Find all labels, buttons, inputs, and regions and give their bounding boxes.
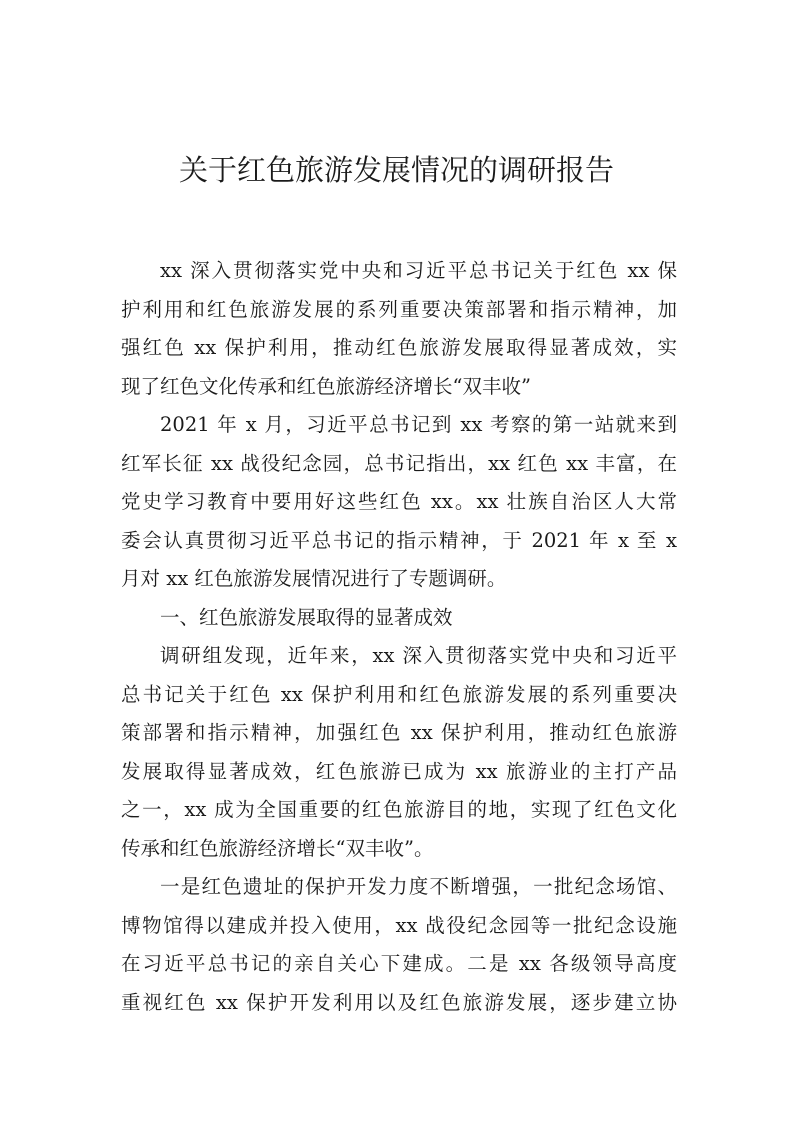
paragraph-3-line: 发展取得显著成效，红色旅游已成为 xx 旅游业的主打产品	[121, 759, 677, 783]
paragraph-1-line: 强红色 xx 保护利用，推动红色旅游发展取得显著成效，实	[121, 336, 677, 359]
paragraph-1-line: 护利用和红色旅游发展的系列重要决策部署和指示精神，加	[121, 297, 677, 321]
paragraph-2-line: 红军长征 xx 战役纪念园，总书记指出，xx 红色 xx 丰富，在	[121, 451, 677, 475]
paragraph-2-line: 委会认真贯彻习近平总书记的指示精神，于 2021 年 x 至 x	[121, 528, 677, 552]
paragraph-4-line: 博物馆得以建成并投入使用，xx 战役纪念园等一批纪念设施	[121, 913, 677, 937]
paragraph-2-line: 月对 xx 红色旅游发展情况进行了专题调研。	[121, 567, 507, 590]
paragraph-3-line: 传承和红色旅游经济增长“双丰收”。	[121, 836, 434, 860]
paragraph-3-line: 之一，xx 成为全国重要的红色旅游目的地，实现了红色文化	[121, 798, 677, 821]
document-body	[121, 252, 677, 1022]
paragraph-3-line: 策部署和指示精神，加强红色 xx 保护利用，推动红色旅游	[121, 721, 677, 744]
paragraph-3-line: 总书记关于红色 xx 保护利用和红色旅游发展的系列重要决	[121, 682, 677, 706]
document-title: 关于红色旅游发展情况的调研报告	[178, 153, 614, 187]
paragraph-4-line: 重视红色 xx 保护开发利用以及红色旅游发展，逐步建立协	[121, 990, 677, 1014]
paragraph-4-line: 一是红色遗址的保护开发力度不断增强，一批纪念场馆、	[160, 875, 677, 898]
paragraph-2-line: 党史学习教育中要用好这些红色 xx。xx 壮族自治区人大常	[121, 490, 677, 513]
paragraph-1-line: xx 深入贯彻落实党中央和习近平总书记关于红色 xx 保	[160, 259, 677, 282]
paragraph-2-line: 2021 年 x 月，习近平总书记到 xx 考察的第一站就来到	[160, 413, 677, 436]
section-heading: 一、红色旅游发展取得的显著成效	[160, 605, 453, 629]
paragraph-4-line: 在习近平总书记的亲自关心下建成。二是 xx 各级领导高度	[121, 952, 677, 975]
paragraph-3-line: 调研组发现，近年来，xx 深入贯彻落实党中央和习近平	[160, 644, 677, 667]
paragraph-1-line: 现了红色文化传承和红色旅游经济增长“双丰收”	[121, 374, 531, 398]
